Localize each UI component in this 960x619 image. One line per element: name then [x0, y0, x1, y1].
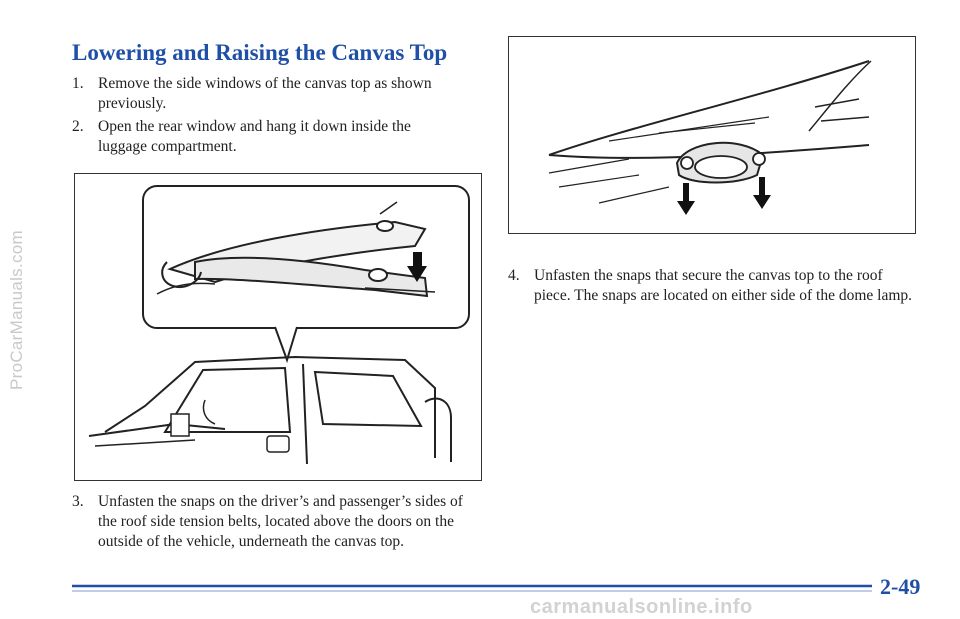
step-2-text: Open the rear window and hang it down inside the luggage compartment. [98, 118, 411, 155]
bottom-watermark: carmanualsonline.info [530, 596, 753, 618]
footer-rule [72, 580, 872, 594]
step-4-number: 4. [508, 267, 520, 284]
figure-tension-belt [74, 173, 482, 481]
side-watermark-text: ProCarManuals.com [7, 229, 27, 390]
step-1-text: Remove the side windows of the canvas top as shown previously. [98, 75, 432, 112]
figure-dome-lamp [508, 36, 916, 234]
tension-belt-snap-illustration-icon [75, 174, 481, 480]
step-3-text: Unfasten the snaps on the driver’s and passenger’s sides of the roof side tension belts, located above the doors on the outside of the vehicle, underneath the canvas top. [98, 493, 463, 550]
step-4 [508, 266, 918, 306]
step-1 [72, 74, 452, 114]
side-watermark [2, 0, 32, 619]
page-number: 2-49 [880, 574, 921, 599]
step-3-number: 3. [72, 493, 84, 510]
step-2 [72, 117, 452, 157]
step-3 [72, 492, 482, 552]
step-4-text: Unfasten the snaps that secure the canvas top to the roof piece. The snaps are located on either side of the dome lamp. [534, 267, 913, 304]
dome-lamp-snaps-illustration-icon [509, 37, 915, 233]
step-1-number: 1. [72, 75, 84, 92]
section-title: Lowering and Raising the Canvas Top [72, 40, 448, 65]
step-2-number: 2. [72, 118, 84, 135]
